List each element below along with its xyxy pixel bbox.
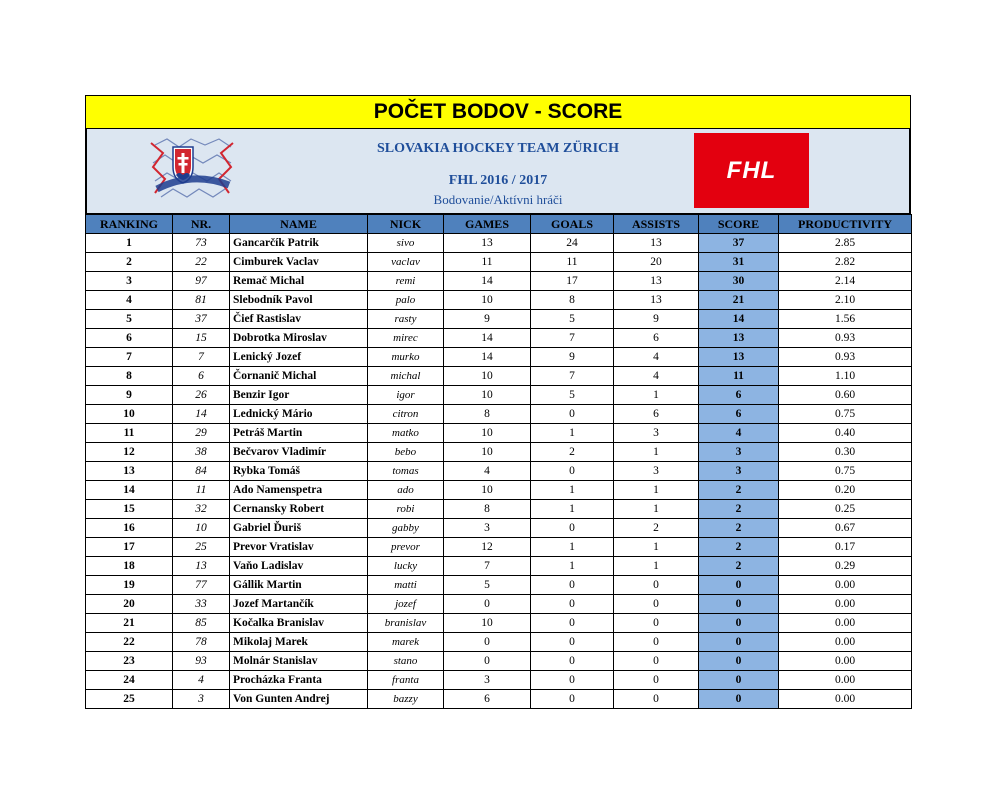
player-name-cell: Remač Michal	[230, 272, 368, 291]
page-title	[85, 95, 911, 129]
assists-cell: 0	[614, 576, 699, 595]
nick-cell: bebo	[368, 443, 444, 462]
table-row	[86, 614, 912, 633]
games-cell: 10	[444, 614, 531, 633]
nick-cell: palo	[368, 291, 444, 310]
goals-cell: 0	[531, 595, 614, 614]
goals-cell: 1	[531, 538, 614, 557]
table-row	[86, 329, 912, 348]
table-body	[86, 234, 912, 709]
table-row	[86, 481, 912, 500]
ranking-cell: 5	[86, 310, 173, 329]
fhl-logo-text: FHL	[726, 156, 777, 184]
nick-cell: michal	[368, 367, 444, 386]
nick-cell: sivo	[368, 234, 444, 253]
games-cell: 14	[444, 272, 531, 291]
goals-cell: 2	[531, 443, 614, 462]
table-row	[86, 538, 912, 557]
nick-cell: branislav	[368, 614, 444, 633]
column-header: PRODUCTIVITY	[779, 215, 912, 234]
assists-cell: 6	[614, 329, 699, 348]
number-cell: 38	[173, 443, 230, 462]
productivity-cell: 2.82	[779, 253, 912, 272]
productivity-cell: 2.10	[779, 291, 912, 310]
productivity-cell: 0.93	[779, 329, 912, 348]
ranking-cell: 15	[86, 500, 173, 519]
number-cell: 26	[173, 386, 230, 405]
score-cell: 21	[699, 291, 779, 310]
goals-cell: 0	[531, 462, 614, 481]
score-cell: 30	[699, 272, 779, 291]
ranking-cell: 11	[86, 424, 173, 443]
score-sheet	[85, 95, 911, 709]
ranking-cell: 4	[86, 291, 173, 310]
column-header: RANKING	[86, 215, 173, 234]
games-cell: 10	[444, 291, 531, 310]
goals-cell: 0	[531, 405, 614, 424]
score-cell: 0	[699, 595, 779, 614]
goals-cell: 11	[531, 253, 614, 272]
nick-cell: prevor	[368, 538, 444, 557]
goals-cell: 0	[531, 671, 614, 690]
goals-cell: 1	[531, 557, 614, 576]
season-label: FHL 2016 / 2017	[448, 173, 548, 188]
ranking-cell: 20	[86, 595, 173, 614]
games-cell: 0	[444, 633, 531, 652]
productivity-cell: 0.67	[779, 519, 912, 538]
player-name-cell: Molnár Stanislav	[230, 652, 368, 671]
assists-cell: 0	[614, 595, 699, 614]
goals-cell: 0	[531, 519, 614, 538]
games-cell: 3	[444, 519, 531, 538]
ranking-cell: 18	[86, 557, 173, 576]
goals-cell: 0	[531, 690, 614, 709]
goals-cell: 1	[531, 500, 614, 519]
table-row	[86, 443, 912, 462]
number-cell: 10	[173, 519, 230, 538]
ranking-cell: 6	[86, 329, 173, 348]
player-name-cell: Mikolaj Marek	[230, 633, 368, 652]
ranking-cell: 22	[86, 633, 173, 652]
assists-cell: 1	[614, 386, 699, 405]
number-cell: 29	[173, 424, 230, 443]
goals-cell: 7	[531, 367, 614, 386]
nick-cell: remi	[368, 272, 444, 291]
assists-cell: 0	[614, 652, 699, 671]
player-name-cell: Jozef Martančík	[230, 595, 368, 614]
productivity-cell: 0.00	[779, 614, 912, 633]
score-cell: 4	[699, 424, 779, 443]
table-row	[86, 348, 912, 367]
games-cell: 11	[444, 253, 531, 272]
assists-cell: 0	[614, 690, 699, 709]
assists-cell: 1	[614, 557, 699, 576]
table-row	[86, 576, 912, 595]
games-cell: 14	[444, 329, 531, 348]
nick-cell: murko	[368, 348, 444, 367]
player-name-cell: Dobrotka Miroslav	[230, 329, 368, 348]
score-cell: 13	[699, 348, 779, 367]
assists-cell: 13	[614, 234, 699, 253]
score-cell: 11	[699, 367, 779, 386]
table-row	[86, 462, 912, 481]
table-row	[86, 253, 912, 272]
number-cell: 7	[173, 348, 230, 367]
score-cell: 13	[699, 329, 779, 348]
player-name-cell: Gabriel Ďuriš	[230, 519, 368, 538]
score-cell: 0	[699, 633, 779, 652]
assists-cell: 1	[614, 538, 699, 557]
productivity-cell: 0.60	[779, 386, 912, 405]
page-title-text: POČET BODOV - SCORE	[373, 100, 623, 123]
assists-cell: 4	[614, 348, 699, 367]
player-name-cell: Cimburek Vaclav	[230, 253, 368, 272]
ranking-cell: 13	[86, 462, 173, 481]
player-name-cell: Ado Namenspetra	[230, 481, 368, 500]
productivity-cell: 0.40	[779, 424, 912, 443]
team-header	[85, 129, 911, 214]
productivity-cell: 0.75	[779, 462, 912, 481]
column-header: NAME	[230, 215, 368, 234]
table-row	[86, 424, 912, 443]
ranking-cell: 19	[86, 576, 173, 595]
table-row	[86, 671, 912, 690]
table-row	[86, 310, 912, 329]
table-row	[86, 652, 912, 671]
column-header: NR.	[173, 215, 230, 234]
nick-cell: jozef	[368, 595, 444, 614]
score-cell: 2	[699, 538, 779, 557]
nick-cell: vaclav	[368, 253, 444, 272]
player-name-cell: Rybka Tomáš	[230, 462, 368, 481]
nick-cell: tomas	[368, 462, 444, 481]
team-name: SLOVAKIA HOCKEY TEAM ZÜRICH	[376, 141, 620, 156]
column-header: ASSISTS	[614, 215, 699, 234]
nick-cell: bazzy	[368, 690, 444, 709]
nick-cell: ado	[368, 481, 444, 500]
score-cell: 0	[699, 652, 779, 671]
goals-cell: 0	[531, 614, 614, 633]
table-row	[86, 519, 912, 538]
nick-cell: matti	[368, 576, 444, 595]
number-cell: 73	[173, 234, 230, 253]
number-cell: 4	[173, 671, 230, 690]
number-cell: 78	[173, 633, 230, 652]
player-name-cell: Slebodník Pavol	[230, 291, 368, 310]
games-cell: 0	[444, 652, 531, 671]
productivity-cell: 2.14	[779, 272, 912, 291]
productivity-cell: 0.00	[779, 633, 912, 652]
table-row	[86, 386, 912, 405]
player-name-cell: Lenický Jozef	[230, 348, 368, 367]
number-cell: 14	[173, 405, 230, 424]
table-row	[86, 367, 912, 386]
games-cell: 14	[444, 348, 531, 367]
ranking-cell: 24	[86, 671, 173, 690]
score-cell: 6	[699, 386, 779, 405]
number-cell: 11	[173, 481, 230, 500]
games-cell: 10	[444, 481, 531, 500]
score-cell: 2	[699, 519, 779, 538]
player-name-cell: Prevor Vratislav	[230, 538, 368, 557]
productivity-cell: 0.00	[779, 690, 912, 709]
player-name-cell: Procházka Franta	[230, 671, 368, 690]
number-cell: 22	[173, 253, 230, 272]
table-row	[86, 557, 912, 576]
productivity-cell: 1.10	[779, 367, 912, 386]
table-header-row	[86, 215, 912, 234]
table-row	[86, 405, 912, 424]
player-name-cell: Gancarčík Patrik	[230, 234, 368, 253]
table-row	[86, 500, 912, 519]
column-header: GAMES	[444, 215, 531, 234]
games-cell: 3	[444, 671, 531, 690]
score-cell: 2	[699, 500, 779, 519]
games-cell: 9	[444, 310, 531, 329]
score-cell: 3	[699, 443, 779, 462]
ranking-cell: 25	[86, 690, 173, 709]
productivity-cell: 0.00	[779, 595, 912, 614]
table-row	[86, 272, 912, 291]
score-cell: 37	[699, 234, 779, 253]
number-cell: 81	[173, 291, 230, 310]
nick-cell: gabby	[368, 519, 444, 538]
assists-cell: 1	[614, 500, 699, 519]
score-cell: 14	[699, 310, 779, 329]
goals-cell: 0	[531, 633, 614, 652]
games-cell: 10	[444, 386, 531, 405]
number-cell: 77	[173, 576, 230, 595]
table-row	[86, 633, 912, 652]
productivity-cell: 0.00	[779, 652, 912, 671]
number-cell: 15	[173, 329, 230, 348]
goals-cell: 1	[531, 481, 614, 500]
number-cell: 32	[173, 500, 230, 519]
player-name-cell: Gállik Martin	[230, 576, 368, 595]
number-cell: 84	[173, 462, 230, 481]
table-row	[86, 595, 912, 614]
table-row	[86, 234, 912, 253]
score-cell: 0	[699, 671, 779, 690]
goals-cell: 5	[531, 386, 614, 405]
score-table	[85, 214, 912, 709]
goals-cell: 0	[531, 652, 614, 671]
table-row	[86, 291, 912, 310]
productivity-cell: 2.85	[779, 234, 912, 253]
goals-cell: 8	[531, 291, 614, 310]
assists-cell: 6	[614, 405, 699, 424]
assists-cell: 1	[614, 481, 699, 500]
goals-cell: 7	[531, 329, 614, 348]
ranking-cell: 17	[86, 538, 173, 557]
goals-cell: 1	[531, 424, 614, 443]
games-cell: 10	[444, 367, 531, 386]
ranking-cell: 23	[86, 652, 173, 671]
section-subtitle: Bodovanie/Aktívni hráči	[433, 192, 563, 207]
number-cell: 33	[173, 595, 230, 614]
player-name-cell: Von Gunten Andrej	[230, 690, 368, 709]
productivity-cell: 0.25	[779, 500, 912, 519]
ranking-cell: 14	[86, 481, 173, 500]
productivity-cell: 1.56	[779, 310, 912, 329]
games-cell: 0	[444, 595, 531, 614]
productivity-cell: 0.29	[779, 557, 912, 576]
nick-cell: franta	[368, 671, 444, 690]
productivity-cell: 0.20	[779, 481, 912, 500]
games-cell: 4	[444, 462, 531, 481]
ranking-cell: 1	[86, 234, 173, 253]
ranking-cell: 12	[86, 443, 173, 462]
goals-cell: 17	[531, 272, 614, 291]
ranking-cell: 7	[86, 348, 173, 367]
productivity-cell: 0.00	[779, 576, 912, 595]
score-cell: 2	[699, 557, 779, 576]
number-cell: 85	[173, 614, 230, 633]
goals-cell: 5	[531, 310, 614, 329]
ranking-cell: 10	[86, 405, 173, 424]
games-cell: 5	[444, 576, 531, 595]
assists-cell: 2	[614, 519, 699, 538]
nick-cell: rasty	[368, 310, 444, 329]
number-cell: 6	[173, 367, 230, 386]
games-cell: 13	[444, 234, 531, 253]
player-name-cell: Vaňo Ladislav	[230, 557, 368, 576]
productivity-cell: 0.17	[779, 538, 912, 557]
fhl-logo	[694, 133, 809, 208]
player-name-cell: Bečvarov Vladimír	[230, 443, 368, 462]
assists-cell: 13	[614, 291, 699, 310]
goals-cell: 9	[531, 348, 614, 367]
productivity-cell: 0.93	[779, 348, 912, 367]
ranking-cell: 16	[86, 519, 173, 538]
column-header: NICK	[368, 215, 444, 234]
games-cell: 8	[444, 500, 531, 519]
number-cell: 37	[173, 310, 230, 329]
column-header: GOALS	[531, 215, 614, 234]
nick-cell: marek	[368, 633, 444, 652]
ranking-cell: 8	[86, 367, 173, 386]
assists-cell: 13	[614, 272, 699, 291]
games-cell: 7	[444, 557, 531, 576]
assists-cell: 20	[614, 253, 699, 272]
games-cell: 10	[444, 443, 531, 462]
ranking-cell: 9	[86, 386, 173, 405]
assists-cell: 0	[614, 671, 699, 690]
number-cell: 97	[173, 272, 230, 291]
assists-cell: 0	[614, 614, 699, 633]
score-cell: 0	[699, 690, 779, 709]
assists-cell: 3	[614, 424, 699, 443]
productivity-cell: 0.00	[779, 671, 912, 690]
player-name-cell: Čornanič Michal	[230, 367, 368, 386]
player-name-cell: Cernansky Robert	[230, 500, 368, 519]
goals-cell: 0	[531, 576, 614, 595]
player-name-cell: Benzir Igor	[230, 386, 368, 405]
nick-cell: matko	[368, 424, 444, 443]
nick-cell: citron	[368, 405, 444, 424]
nick-cell: igor	[368, 386, 444, 405]
player-name-cell: Lednický Mário	[230, 405, 368, 424]
score-cell: 0	[699, 576, 779, 595]
score-cell: 0	[699, 614, 779, 633]
number-cell: 13	[173, 557, 230, 576]
score-cell: 31	[699, 253, 779, 272]
games-cell: 6	[444, 690, 531, 709]
assists-cell: 3	[614, 462, 699, 481]
assists-cell: 1	[614, 443, 699, 462]
score-cell: 3	[699, 462, 779, 481]
games-cell: 8	[444, 405, 531, 424]
player-name-cell: Čief Rastislav	[230, 310, 368, 329]
games-cell: 10	[444, 424, 531, 443]
nick-cell: lucky	[368, 557, 444, 576]
score-cell: 6	[699, 405, 779, 424]
nick-cell: mirec	[368, 329, 444, 348]
player-name-cell: Petráš Martin	[230, 424, 368, 443]
productivity-cell: 0.75	[779, 405, 912, 424]
score-cell: 2	[699, 481, 779, 500]
assists-cell: 9	[614, 310, 699, 329]
goals-cell: 24	[531, 234, 614, 253]
games-cell: 12	[444, 538, 531, 557]
player-name-cell: Kočalka Branislav	[230, 614, 368, 633]
table-row	[86, 690, 912, 709]
number-cell: 3	[173, 690, 230, 709]
nick-cell: robi	[368, 500, 444, 519]
nick-cell: stano	[368, 652, 444, 671]
productivity-cell: 0.30	[779, 443, 912, 462]
number-cell: 25	[173, 538, 230, 557]
assists-cell: 0	[614, 633, 699, 652]
ranking-cell: 2	[86, 253, 173, 272]
column-header: SCORE	[699, 215, 779, 234]
assists-cell: 4	[614, 367, 699, 386]
ranking-cell: 21	[86, 614, 173, 633]
number-cell: 93	[173, 652, 230, 671]
ranking-cell: 3	[86, 272, 173, 291]
